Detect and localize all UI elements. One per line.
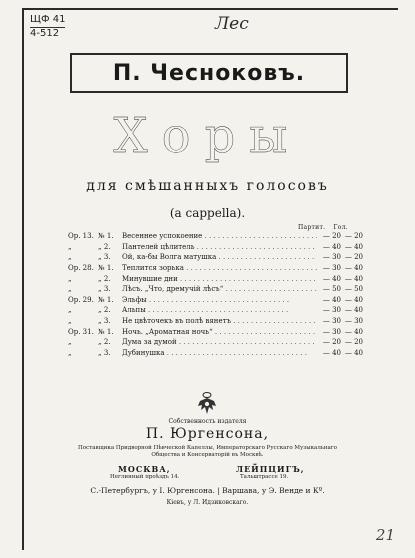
work-opus: „ [68,285,72,294]
work-opus: „ [68,274,72,283]
work-name: Ночь. „Ароматная ночь“ . . . [122,328,317,336]
price-score: — 50 [322,285,341,294]
price-score: — 30 [322,327,341,336]
list-item [68,295,363,306]
work-number: „ 3. [98,317,111,326]
work-opus: „ [68,317,72,326]
price-voices: — 20 [344,253,363,262]
list-item [68,252,363,263]
list-item [68,348,363,359]
works-list [68,231,363,358]
work-opus: „ [68,242,72,251]
city-moscow-address: Неглинный проѣздъ 14. [110,474,180,480]
price-score: — 20 [322,338,341,347]
work-number: № 1. [98,264,114,273]
work-name: Альпы . . . [122,306,317,314]
price-column-headers [298,224,354,231]
work-name: Не цвѣточекъ въ полѣ вянетъ . . . [122,317,317,325]
price-voices: — 40 [344,295,363,304]
price-voices: — 40 [344,242,363,251]
work-number: „ 3. [98,285,111,294]
price-score: — 30 [322,317,341,326]
list-item [68,326,363,337]
handwritten-signature: Лес [215,14,249,34]
list-item [68,231,363,242]
price-voices: — 40 [344,274,363,283]
work-number: „ 3. [98,348,111,357]
composer-box [70,53,348,93]
ownership-note: Собственность издателя [168,418,247,425]
stamp-line-1: ЩФ 41 [30,14,65,28]
price-score: — 40 [322,295,341,304]
work-number: „ 2. [98,274,111,283]
list-item [68,273,363,284]
price-score: — 40 [322,242,341,251]
price-score: — 30 [322,306,341,315]
work-opus: „ [68,338,72,347]
header-voices: Гол. [333,224,349,231]
price-score: — 30 [322,253,341,262]
work-number: № 1. [98,295,114,304]
work-number: „ 2. [98,338,111,347]
work-number: „ 3. [98,253,111,262]
city-moscow: МОСКВА, [118,464,171,474]
work-name: Ой, ка-бы Волга матушка . . . [122,253,317,261]
work-name: Весеннее успокоение . . . [122,232,317,240]
page-number: 21 [375,526,395,544]
work-opus: Op. 31. [68,327,94,336]
publisher-description: Поставщика Придворной Пѣвческой Капеллы, Императорскаго Русскаго Музыкальнаго Общества и Консерваторій въ Москвѣ. [78,445,337,458]
list-item [68,242,363,253]
page-title: Хоры [113,108,302,164]
work-opus: Op. 28. [68,264,94,273]
work-number: „ 2. [98,306,111,315]
price-score: — 40 [322,348,341,357]
price-score: — 30 [322,264,341,273]
work-opus: Op. 13. [68,232,94,241]
work-opus: „ [68,348,72,357]
list-item [68,337,363,348]
work-name: Эльфы . . . [122,296,317,304]
list-item [68,305,363,316]
header-partitura: Партит. [298,224,326,231]
work-name: Пантелей цѣлитель . . . [122,243,317,251]
publisher-branches: С.-Петербургъ, у I. Юргенсона. | Варшава, у Э. Венде и Кº. [90,486,325,495]
list-item [68,263,363,274]
city-leipzig-address: Тальштрассе 19. [240,474,289,480]
work-number: № 1. [98,232,114,241]
list-item [68,316,363,327]
price-voices: — 40 [344,327,363,336]
work-name: Лѣсъ. „Что, дремучій лѣсъ“ . . . [122,285,317,293]
price-score: — 20 [322,232,341,241]
work-number: „ 2. [98,242,111,251]
price-score: — 40 [322,274,341,283]
performance-note: (a cappella). [169,206,246,220]
work-name: Теплится зорька . . . [122,264,317,272]
work-number: № 1. [98,327,114,336]
city-leipzig: ЛЕЙПЦИГЪ, [236,464,305,474]
price-voices: — 40 [344,348,363,357]
composer-name: П. Чесноковъ. [112,60,306,86]
publisher-kiev: Кіевъ, у Л. Идзиковскаго. [166,499,249,506]
work-name: Дубинушка . . . [122,349,317,357]
publisher-name: П. Юргенсона, [145,426,270,442]
work-name: Минувшие дни . . . [122,275,317,283]
price-voices: — 40 [344,306,363,315]
subtitle: для смѣшанныхъ голосовъ [86,178,329,194]
price-voices: — 20 [344,338,363,347]
list-item [68,284,363,295]
work-opus: Op. 29. [68,295,94,304]
work-opus: „ [68,306,72,315]
work-name: Дума за думой . . . [122,338,317,346]
price-voices: — 20 [344,232,363,241]
price-voices: — 50 [344,285,363,294]
library-stamp [30,14,65,40]
stamp-line-2: 4-512 [30,28,60,39]
imperial-eagle-icon [196,392,218,416]
work-opus: „ [68,253,72,262]
price-voices: — 30 [344,317,363,326]
price-voices: — 40 [344,264,363,273]
